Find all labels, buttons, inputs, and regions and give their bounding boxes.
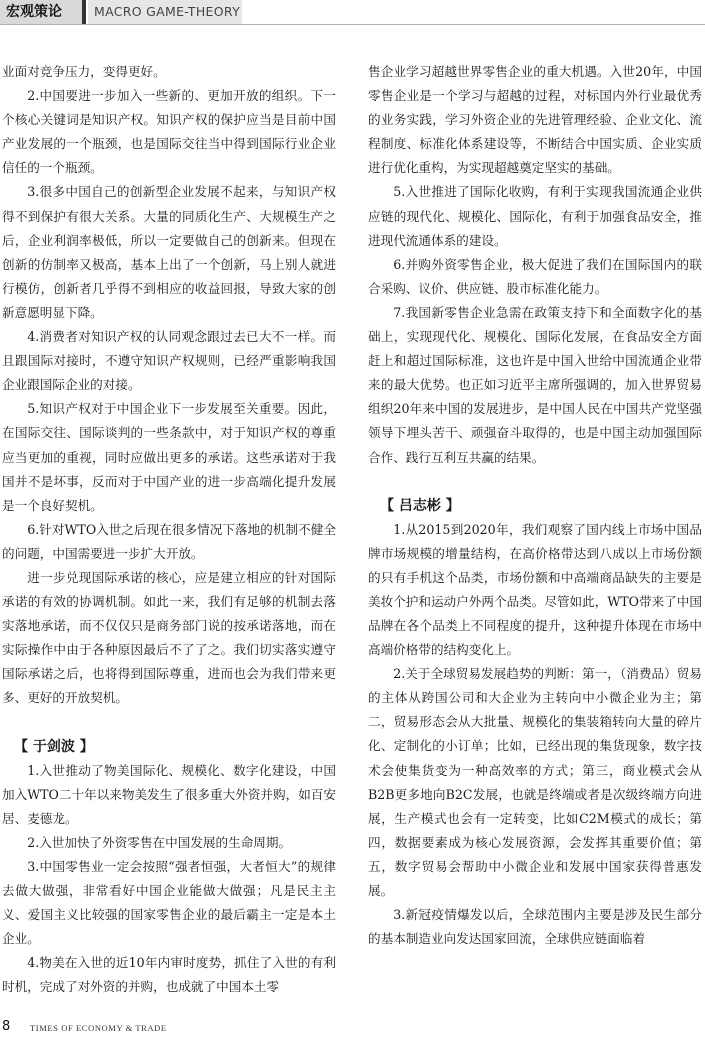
paragraph: 6.针对WTO入世之后现在很多情况下落地的机制不健全的问题，中国需要进一步扩大开放。 — [2, 521, 336, 561]
author-heading: 【 吕志彬 】 — [380, 497, 460, 514]
paragraph: 3.中国零售业一定会按照“强者恒强，大者恒大”的规律去做大做强，非常看好中国企业能做大做强；凡是民主主义、爱国主义比较强的国家零售企业的最后霸主一定是本土企业。 — [2, 858, 336, 947]
paragraph: 7.我国新零售企业急需在政策支持下和全面数字化的基础上，实现现代化、规模化、国际化发展，在食品安全方面赶上和超过国际标准，这也许是中国入世给中国流通企业带来的最大优势。也正如习近平主席所强调的，加入世界贸易组织20年来中国的发展进步，是中国人民在中国共产党坚强领导下埋头苦干、顽强奋斗取得的，也是中国主动加强国际合作、践行互利互共赢的结果。 — [368, 304, 702, 465]
author-heading: 【 于剑波 】 — [14, 738, 94, 755]
paragraph: 2.入世加快了外资零售在中国发展的生命周期。 — [27, 834, 292, 850]
page-number: 8 — [2, 1019, 11, 1034]
section-title: 宏观策论 — [0, 0, 82, 24]
page-header — [0, 0, 705, 26]
paragraph: 2.中国要进一步加入一些新的、更加开放的组织。下一个核心关键词是知识产权。知识产权的保护应当是目前中国产业发展的一个瓶颈，也是国际交往当中得到国际行业企业信任的一个瓶颈。 — [2, 88, 336, 176]
section-title-english: MACRO GAME-THEORY — [88, 0, 242, 24]
paragraph: 业面对竞争压力，变得更好。 — [2, 64, 166, 79]
paragraph: 5.知识产权对于中国企业下一步发展至关重要。因此，在国际交往、国际谈判的一些条款中，对于知识产权的尊重应当更加的重视，同时应做出更多的承诺。这些承诺对于我国并不是坏事，反而对于中国产业的进一步高端化提升发展是一个良好契机。 — [2, 401, 336, 513]
right-column — [368, 60, 702, 951]
paragraph: 2.关于全球贸易发展趋势的判断：第一，（消费品）贸易的主体从跨国公司和大企业为主转向中小微企业为主；第二，贸易形态会从大批量、规模化的集装箱转向大量的碎片化、定制化的小订单；比如，已经出现的集货现象，数字技术会使集货变为一种高效率的方式；第三，商业模式会从B2B更多地向B2C发展，也就是终端或者是次级终端方向进展，生产模式也会有一定转变，比如C2M模式的成长；第四，数据要素成为核心发展资源，会发挥其重要价值；第五，数字贸易会帮助中小微企业和发展中国家获得普惠发展。 — [368, 666, 702, 898]
paragraph: 4.物美在入世的近10年内审时度势，抓住了入世的有利时机，完成了对外资的并购，也成就了中国本土零 — [2, 955, 336, 995]
paragraph: 5.入世推进了国际化收购，有利于实现我国流通企业供应链的现代化、规模化、国际化，有利于加强食品安全，推进现代流通体系的建设。 — [368, 184, 702, 248]
section-divider — [82, 0, 86, 24]
left-column — [2, 60, 336, 999]
paragraph: 1.入世推动了物美国际化、规模化、数字化建设，中国加入WTO二十年以来物美发生了很多重大外资并购，如百安居、麦德龙。 — [2, 762, 336, 826]
journal-name: TIMES OF ECONOMY & TRADE — [30, 1023, 167, 1033]
paragraph: 进一步兑现国际承诺的核心，应是建立相应的针对国际承诺的有效的协调机制。如此一来，我们有足够的机制去落实落地承诺，而不仅仅只是商务部门说的按承诺落地，而在实际操作中由于各种原因最后不了了之。我们切实落实遵守国际承诺之后，也将得到国际尊重，进而也会为我们带来更多、更好的开放契机。 — [2, 569, 336, 706]
paragraph: 1.从2015到2020年，我们观察了国内线上市场中国品牌市场规模的增量结构，在高价格带达到八成以上市场份额的只有手机这个品类，市场份额和中高端商品缺失的主要是美妆个护和运动户外两个品类。尽管如此，WTO带来了中国品牌在各个品类上不同程度的提升，这种提升体现在市场中高端价格带的结构变化上。 — [368, 521, 702, 658]
paragraph: 售企业学习超越世界零售企业的重大机遇。入世20年，中国零售企业是一个学习与超越的过程，对标国内外行业最优秀的业务实践，学习外资企业的先进管理经验、企业文化、流程制度、标准化体系建设等，不断结合中国实质、企业实质进行优化重构，为实现超越奠定坚实的基础。 — [368, 64, 702, 176]
page-footer — [0, 1018, 705, 1038]
paragraph: 3.新冠疫情爆发以后，全球范围内主要是涉及民生部分的基本制造业向发达国家回流，全球供应链面临着 — [368, 907, 702, 947]
paragraph: 3.很多中国自己的创新型企业发展不起来，与知识产权得不到保护有很大关系。大量的同质化生产、大规模生产之后，企业利润率极低，所以一定要做自己的创新来。但现在创新的仿制率又极高，基本上出了一个创新，马上别人就进行模仿，创新者几乎得不到相应的收益回报，导致大家的创新意愿明显下降。 — [2, 184, 336, 320]
header-rule — [0, 24, 705, 25]
paragraph: 6.并购外资零售企业，极大促进了我们在国际国内的联合采购、议价、供应链、股市标准化能力。 — [368, 256, 702, 296]
paragraph: 4.消费者对知识产权的认同观念跟过去已大不一样。而且跟国际对接时，不遵守知识产权规则，已经严重影响我国企业跟国际企业的对接。 — [2, 329, 336, 393]
